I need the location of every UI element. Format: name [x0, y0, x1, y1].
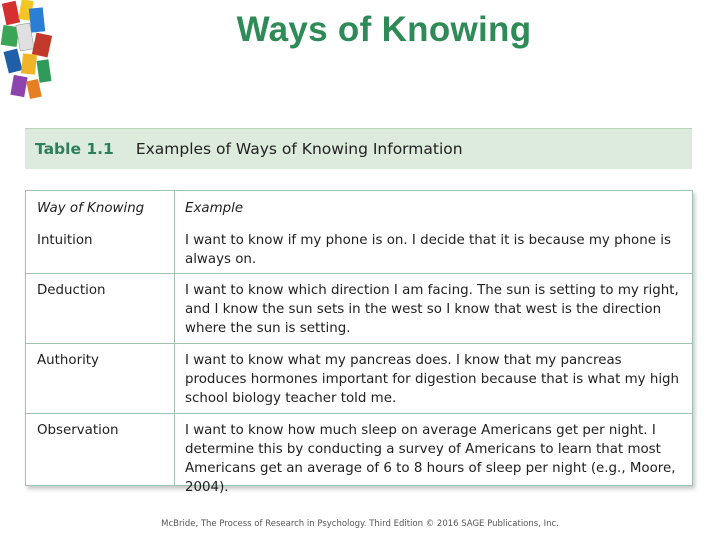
row-way-deduction: Deduction [37, 283, 106, 298]
table-row [26, 414, 692, 495]
column-header-way: Way of Knowing [37, 201, 145, 216]
table-row [26, 191, 692, 274]
row-example-deduction: I want to know which direction I am facing. The sun is setting to my right, and I know the sun sets in the west so I know that west is the direction where the sun is setting. [185, 283, 679, 336]
row-example-intuition: I want to know if my phone is on. I decide that it is because my phone is always on. [185, 233, 671, 267]
footer-citation: McBride, The Process of Research in Psychology. Third Edition © 2016 SAGE Publications, Inc. [161, 519, 559, 529]
row-example-observation: I want to know how much sleep on average Americans get per night. I determine this by conducting a survey of Americans to learn that most Americans get an average of 6 to 8 hours of sleep per night (e.g., Moore, 2004). [185, 423, 676, 495]
table-number: Table 1.1 [35, 140, 114, 158]
table-caption-bar [25, 128, 692, 169]
table-row [26, 344, 692, 414]
row-way-intuition: Intuition [37, 233, 93, 248]
table-row [26, 274, 692, 344]
table-caption: Examples of Ways of Knowing Information [135, 140, 463, 158]
row-example-authority: I want to know what my pancreas does. I know that my pancreas produces hormones important for digestion because that is what my high school biology teacher told me. [185, 353, 680, 406]
slide-title: Ways of Knowing [236, 10, 532, 49]
row-way-observation: Observation [37, 423, 119, 438]
ways-of-knowing-table [25, 190, 693, 495]
row-way-authority: Authority [37, 353, 99, 368]
column-header-example: Example [185, 201, 244, 216]
